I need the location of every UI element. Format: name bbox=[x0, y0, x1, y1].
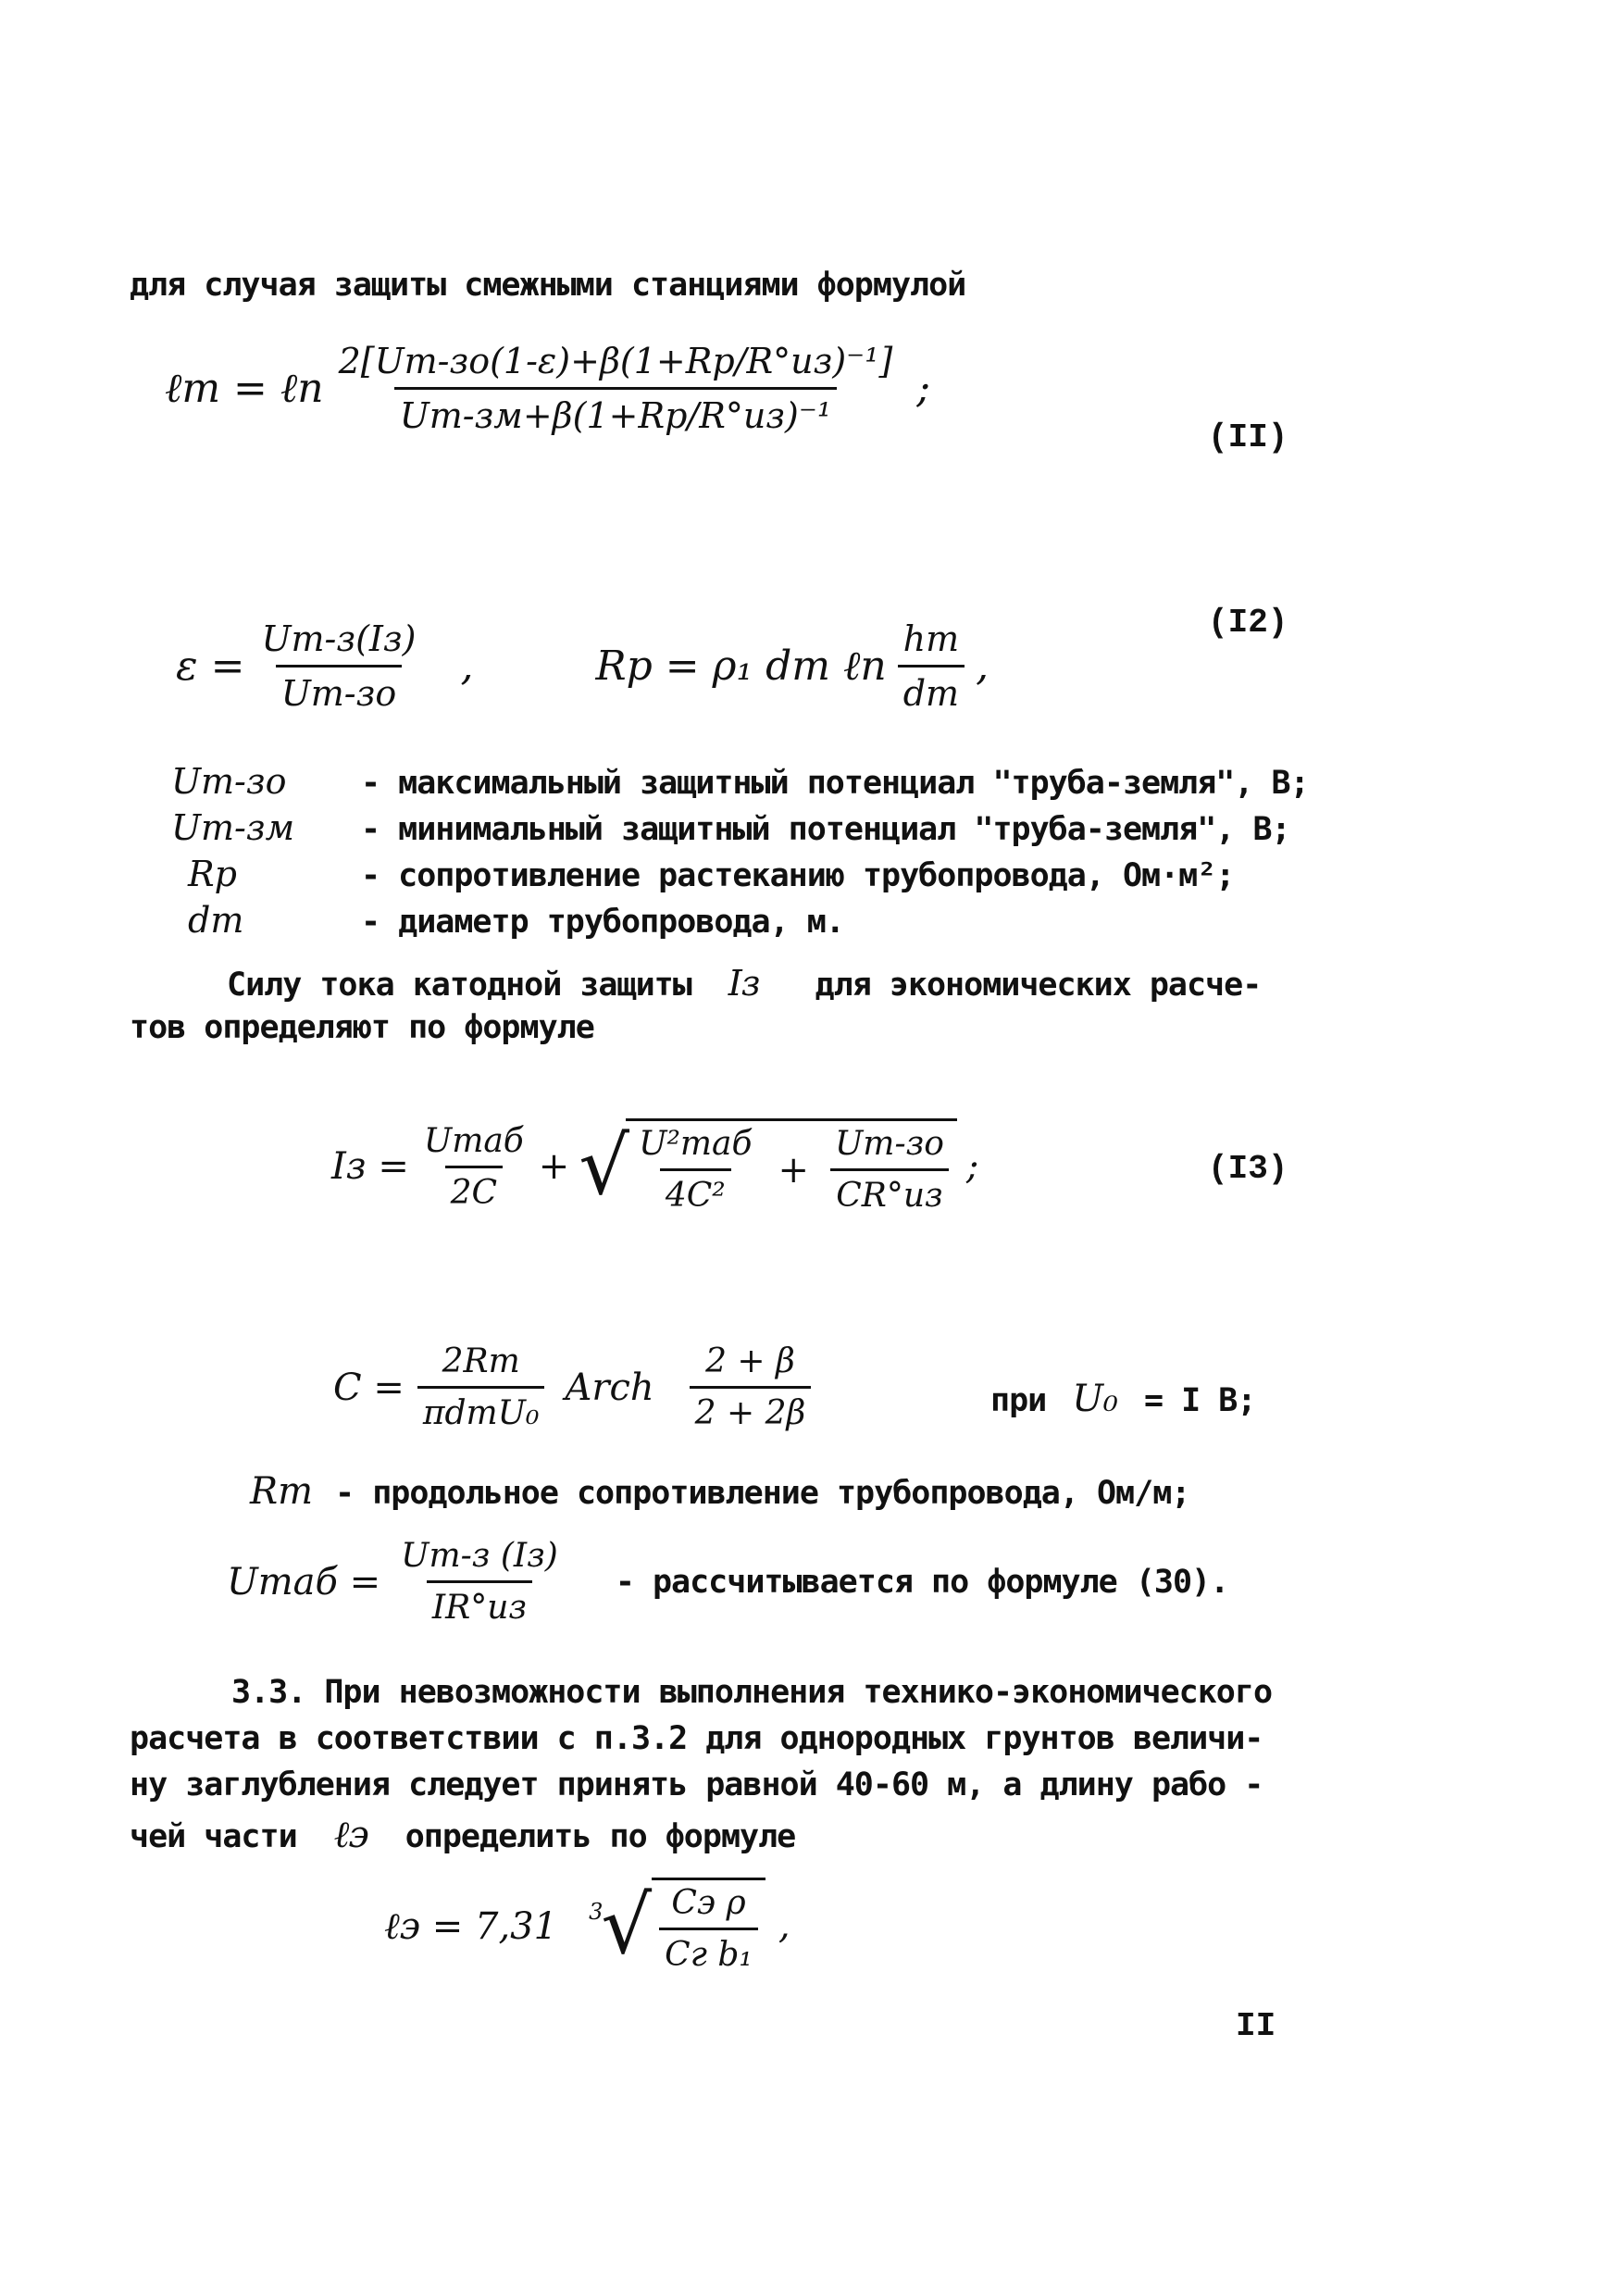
equation-C bbox=[333, 1342, 811, 1432]
eq-C-cond-symbol: U₀ bbox=[1072, 1378, 1118, 1420]
para-33-symbol: ℓэ bbox=[333, 1814, 368, 1856]
definition-row bbox=[171, 900, 1309, 946]
eq-C-condition bbox=[990, 1378, 1255, 1420]
para-current-line1 bbox=[227, 963, 1261, 1004]
definition-row bbox=[171, 854, 1309, 900]
eq-C-arch: Arch bbox=[565, 1366, 654, 1409]
eq-C-cond-word: при bbox=[990, 1382, 1047, 1419]
eq-le-radicand bbox=[652, 1878, 765, 1974]
eq-I2-rp-lhs: Rp = ρ₁ dт ℓn bbox=[595, 643, 887, 690]
eq-II-numerator: 2[Uт-зо(1-ε)+β(1+Rp/R°из)⁻¹] bbox=[338, 341, 893, 381]
equation-utab bbox=[227, 1537, 1228, 1627]
para-33-line4-a: чей части bbox=[130, 1818, 297, 1855]
intro-line: для случая защиты смежными станциями формулой bbox=[130, 267, 966, 304]
eq-I2-eps-numerator: Uт-з(Iз) bbox=[261, 618, 417, 659]
eq-I3-term1-numerator: Uтаб bbox=[423, 1121, 524, 1160]
para-33-line2: расчета в соответствии с п.3.2 для однородных грунтов величи- bbox=[130, 1720, 1263, 1757]
equation-I3 bbox=[331, 1118, 978, 1215]
eq-C-lhs: C = bbox=[333, 1366, 404, 1409]
eq-le-fraction bbox=[659, 1884, 758, 1974]
eq-I2-rp-numerator: hт bbox=[902, 618, 960, 659]
eq-I3-radicand bbox=[626, 1118, 957, 1215]
equation-le bbox=[384, 1878, 790, 1974]
eq-I3-term3 bbox=[829, 1125, 950, 1215]
def-rt-symbol: Rт bbox=[250, 1470, 314, 1513]
equation-II bbox=[165, 341, 930, 436]
definition-text: - сопротивление растеканию трубопровода, Ом·м²; bbox=[361, 857, 1235, 894]
para-33-line1: 3.3. При невозможности выполнения технико-экономического bbox=[231, 1674, 1273, 1711]
eq-I2-rp-fraction bbox=[898, 618, 965, 714]
para-33-line4 bbox=[130, 1813, 795, 1856]
eq-I3-plus2: + bbox=[778, 1148, 809, 1192]
eq-I2-comma: , bbox=[460, 643, 474, 690]
eq-C-denominator2: 2 + 2β bbox=[690, 1386, 812, 1432]
eq-II-fraction bbox=[333, 341, 899, 436]
eq-C-numerator: 2Rт bbox=[442, 1342, 520, 1380]
cube-root-icon: √ bbox=[601, 1879, 653, 1972]
eq-I2-rp-denominator: dт bbox=[898, 665, 965, 714]
eq-le-lhs: ℓэ = 7,31 bbox=[384, 1904, 558, 1948]
definition-symbol: Uт-зо bbox=[171, 761, 287, 802]
eq-utab-denominator: IR°из bbox=[427, 1580, 532, 1627]
page-number: II bbox=[1236, 2007, 1276, 2045]
eq-I3-lhs: Iз = bbox=[331, 1145, 409, 1188]
eq-I2-number: (I2) bbox=[1208, 604, 1288, 642]
eq-C-numerator2: 2 + β bbox=[705, 1342, 795, 1380]
eq-le-denominator: Cг b₁ bbox=[659, 1928, 758, 1974]
eq-II-number: (II) bbox=[1208, 418, 1288, 456]
def-rt-row bbox=[250, 1470, 1189, 1513]
para-33-line4-b: определить по формуле bbox=[404, 1818, 796, 1855]
eq-I2-eps-lhs: ε = bbox=[176, 643, 245, 690]
eq-I2-eps-denominator: Uт-зо bbox=[276, 665, 403, 714]
para-33-line3: ну заглубления следует принять равной 40-60 м, а длину рабо - bbox=[130, 1766, 1263, 1803]
def-rt-text: - продольное сопротивление трубопровода, Ом/м; bbox=[335, 1475, 1190, 1512]
eq-C-fraction2 bbox=[690, 1342, 812, 1432]
eq-le-root-index: 3 bbox=[589, 1899, 604, 1925]
eq-le-tail: , bbox=[778, 1904, 790, 1947]
sqrt-icon: √ bbox=[579, 1120, 630, 1213]
eq-utab-lhs: Uтаб = bbox=[227, 1560, 381, 1603]
definition-row bbox=[171, 807, 1309, 854]
equation-I2 bbox=[176, 618, 989, 714]
eq-I3-number: (I3) bbox=[1208, 1150, 1288, 1188]
eq-utab-fraction bbox=[395, 1537, 564, 1627]
definition-text: - диаметр трубопровода, м. bbox=[361, 904, 844, 941]
definition-symbol: Uт-зм bbox=[171, 807, 295, 848]
definitions-list bbox=[171, 761, 1309, 946]
definition-symbol: Rp bbox=[188, 854, 237, 894]
eq-I3-term1-denominator: 2C bbox=[445, 1166, 503, 1212]
eq-I3-term3-numerator: Uт-зо bbox=[834, 1125, 944, 1163]
eq-I3-plus: + bbox=[538, 1145, 570, 1188]
eq-I3-term3-denominator: CR°из bbox=[830, 1168, 948, 1215]
eq-utab-text: - рассчитывается по формуле (30). bbox=[615, 1563, 1229, 1601]
definition-text: - минимальный защитный потенциал "труба-земля", В; bbox=[361, 811, 1290, 848]
para-current-text-b: для экономических расче- bbox=[815, 967, 1262, 1004]
eq-C-fraction bbox=[417, 1342, 545, 1432]
eq-I3-term2 bbox=[633, 1125, 757, 1215]
para-current-line2: тов определяют по формуле bbox=[130, 1009, 594, 1046]
eq-II-lhs: ℓт = ℓп bbox=[165, 365, 324, 412]
eq-le-numerator: Cэ ρ bbox=[671, 1884, 746, 1922]
eq-II-tail: ; bbox=[916, 365, 931, 412]
definition-symbol: dт bbox=[188, 900, 244, 941]
eq-II-denominator: Uт-зм+β(1+Rp/R°из)⁻¹ bbox=[394, 387, 837, 436]
eq-I3-term1 bbox=[418, 1122, 529, 1212]
para-current-symbol: Iз bbox=[728, 963, 760, 1004]
eq-I3-term2-denominator: 4C² bbox=[660, 1168, 731, 1215]
eq-I3-semicolon: ; bbox=[965, 1145, 979, 1188]
para-current-text-a: Силу тока катодной защиты bbox=[227, 967, 691, 1004]
eq-C-cond-value: = I В; bbox=[1143, 1382, 1256, 1419]
eq-I3-term2-numerator: U²таб bbox=[639, 1125, 753, 1163]
definition-row bbox=[171, 761, 1309, 807]
eq-C-denominator: πdтU₀ bbox=[417, 1386, 545, 1432]
definition-text: - максимальный защитный потенциал "труба-земля", В; bbox=[361, 765, 1309, 802]
eq-utab-numerator: Uт-з (Iз) bbox=[401, 1537, 558, 1575]
eq-I2-rp-comma: , bbox=[976, 643, 989, 690]
eq-I2-eps-fraction bbox=[255, 618, 421, 714]
